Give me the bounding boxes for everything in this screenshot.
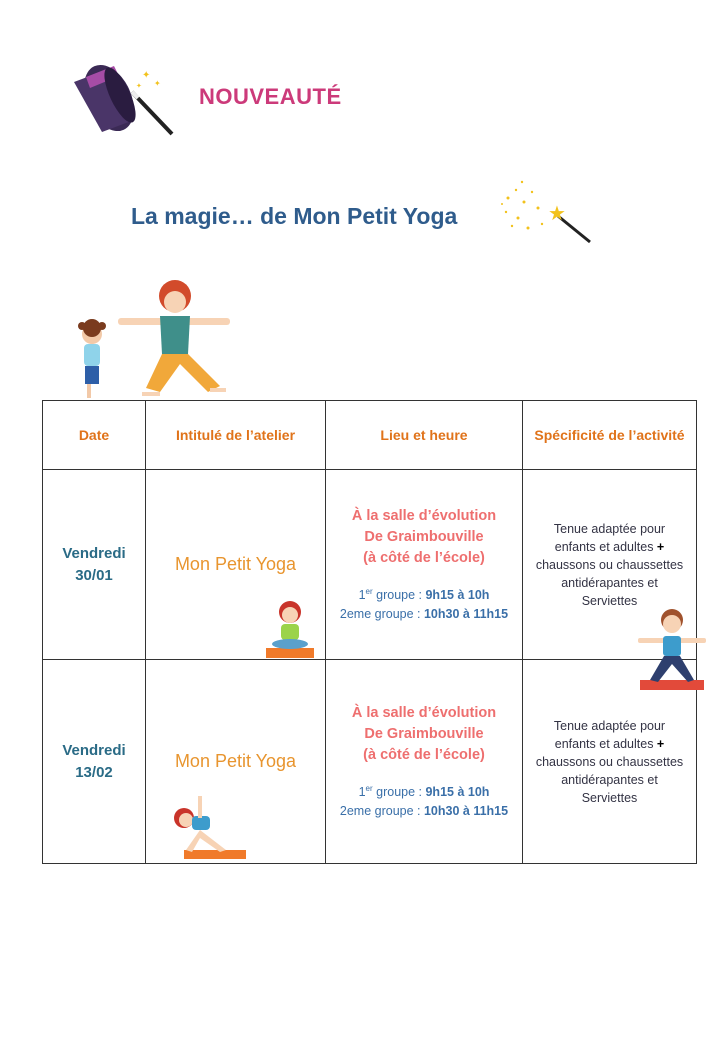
spec-line: Serviettes bbox=[581, 593, 638, 608]
svg-text:✦: ✦ bbox=[142, 70, 151, 81]
spec-line: chaussons ou chaussettes bbox=[535, 754, 684, 769]
header-specificite: Spécificité de l’activité bbox=[523, 401, 697, 470]
date-value: 13/02 bbox=[75, 763, 113, 781]
date-cell bbox=[43, 660, 146, 864]
girl-meditating-illustration bbox=[264, 600, 316, 660]
girl-yoga-pose-illustration bbox=[168, 794, 248, 862]
group-1: 1er groupe : 9h15 à 10h bbox=[358, 587, 490, 603]
svg-text:✦: ✦ bbox=[136, 83, 142, 90]
header-atelier: Intitulé de l’atelier bbox=[146, 401, 326, 470]
spec-line: antidérapantes et bbox=[561, 575, 658, 590]
page-title: La magie… de Mon Petit Yoga bbox=[131, 203, 458, 229]
magic-wand-icon bbox=[498, 178, 598, 248]
spec-line: enfants et adultes + bbox=[554, 736, 665, 751]
yoga-family-illustration bbox=[70, 274, 240, 402]
lieu-line1: À la salle d’évolution bbox=[351, 508, 497, 525]
spec-line: Serviettes bbox=[581, 790, 638, 805]
spec-line: Tenue adaptée pour bbox=[553, 718, 666, 733]
header-date: Date bbox=[43, 401, 146, 470]
atelier-title: Mon Petit Yoga bbox=[174, 751, 297, 771]
atelier-cell bbox=[146, 660, 326, 864]
table-row bbox=[43, 660, 697, 864]
svg-text:✦: ✦ bbox=[154, 79, 161, 88]
atelier-title: Mon Petit Yoga bbox=[174, 554, 297, 574]
header-lieu: Lieu et heure bbox=[326, 401, 523, 470]
lieu-line1: À la salle d’évolution bbox=[351, 705, 497, 722]
svg-text:★: ★ bbox=[548, 203, 566, 225]
lieu-line3: (à côté de l’école) bbox=[363, 747, 485, 764]
spec-line: enfants et adultes + bbox=[554, 539, 665, 554]
table-row bbox=[43, 470, 697, 660]
magic-hat-icon bbox=[64, 60, 179, 140]
atelier-cell bbox=[146, 470, 326, 660]
lieu-line2: De Graimbouville bbox=[364, 726, 484, 743]
spec-line: antidérapantes et bbox=[561, 772, 658, 787]
spec-line: chaussons ou chaussettes bbox=[535, 557, 684, 572]
schedule-table bbox=[42, 400, 697, 864]
lieu-line3: (à côté de l’école) bbox=[363, 550, 485, 567]
nouveaute-badge: NOUVEAUTÉ bbox=[199, 84, 342, 109]
spec-line: Tenue adaptée pour bbox=[553, 521, 666, 536]
date-cell bbox=[43, 470, 146, 660]
lieu-cell bbox=[326, 470, 523, 660]
table-header-row bbox=[43, 401, 697, 470]
group-1: 1er groupe : 9h15 à 10h bbox=[358, 784, 490, 800]
boy-yoga-illustration bbox=[636, 606, 708, 694]
lieu-line2: De Graimbouville bbox=[364, 529, 484, 546]
group-2: 2eme groupe : 10h30 à 11h15 bbox=[339, 803, 509, 818]
lieu-cell bbox=[326, 660, 523, 864]
date-day: Vendredi bbox=[62, 544, 126, 562]
date-day: Vendredi bbox=[62, 741, 126, 759]
date-value: 30/01 bbox=[75, 566, 113, 584]
group-2: 2eme groupe : 10h30 à 11h15 bbox=[339, 606, 509, 621]
